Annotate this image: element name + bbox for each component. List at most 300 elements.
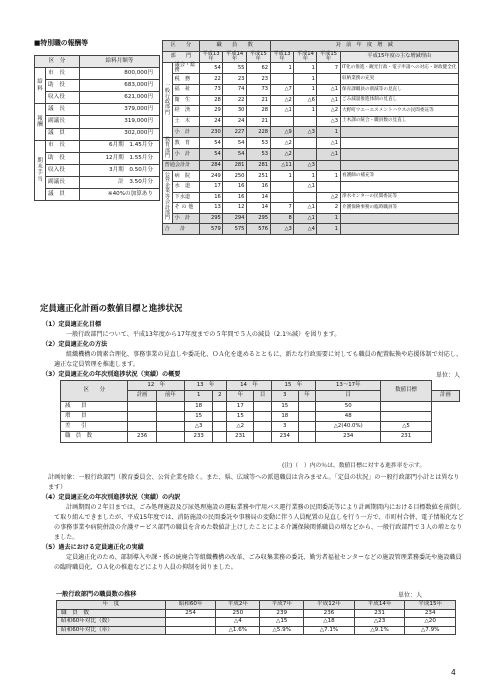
value-cell (381, 411, 431, 421)
table-row (163, 224, 459, 235)
table-row (163, 74, 459, 85)
value-cell (298, 401, 315, 411)
value-cell: △9.1% (354, 626, 405, 635)
value-cell: 28 (199, 95, 223, 106)
table-row (35, 56, 160, 68)
value-cell: 234 (405, 609, 456, 618)
value-cell: 233 (184, 432, 212, 442)
header-cell: 平成14年 (223, 51, 247, 62)
table-row (35, 152, 160, 164)
value-cell (294, 137, 317, 148)
value-cell (165, 626, 216, 635)
header-cell: 平成15年 (317, 51, 340, 62)
header-cell: 計画 (128, 391, 156, 401)
value-cell: 230 (199, 127, 223, 138)
header-cell: 15 年 (271, 381, 315, 391)
value-cell: △2 (317, 106, 340, 117)
value-cell: 251 (246, 171, 270, 182)
reason-cell (340, 149, 458, 160)
value-cell: 54 (223, 137, 247, 148)
value-cell: △1 (270, 106, 294, 117)
unit-label: 単位：人 (398, 592, 423, 599)
table-row (35, 164, 160, 176)
subsection-heading: （4）定員適正化の年次別進捗状況（実績）の内訳 (42, 494, 181, 502)
category-cell: 水 道 (173, 181, 200, 192)
value-cell: 54 (199, 149, 223, 160)
subsection-heading: （2）定員適正化の方法 (42, 341, 108, 349)
value-cell: 1 (270, 63, 294, 74)
value-cell: △1 (317, 137, 340, 148)
reason-cell: 収納業務の充実 (340, 74, 458, 85)
value-cell: 16 (223, 181, 247, 192)
header-cell: 平成15年 (246, 51, 270, 62)
value-cell (165, 618, 216, 627)
value-cell: 1 (294, 63, 317, 74)
category-cell: 合 計 (163, 224, 200, 235)
value-cell: 48 (316, 411, 381, 421)
value-cell: 231 (354, 609, 405, 618)
role-cell: 市 長 (46, 68, 80, 80)
value-cell: 1 (270, 171, 294, 182)
value-cell: △1 (294, 181, 317, 192)
value-cell: 24 (223, 116, 247, 127)
amount-cell: 12月期 1.55月分 (80, 152, 160, 164)
value-cell: △2 (317, 192, 340, 203)
reason-cell: 看護師の補充等 (340, 171, 458, 182)
table-row (163, 41, 459, 52)
category-cell: 下水道 (173, 192, 200, 203)
value-cell (128, 422, 156, 432)
value-cell: 234 (316, 432, 381, 442)
group-label: 給料 (35, 68, 46, 104)
value-cell: 7 (317, 63, 340, 74)
header-cell: 区 分 (35, 56, 80, 68)
header-cell: 13 年 (184, 381, 226, 391)
value-cell: △15 (260, 618, 304, 627)
value-cell: 23 (246, 74, 270, 85)
value-cell: △1 (294, 213, 317, 224)
value-cell (270, 74, 294, 85)
category-cell: 福 祉 (173, 85, 200, 96)
row-label: 職 員 数 (57, 609, 166, 618)
header-cell: 職 員 数 (199, 41, 270, 52)
group-label: 教育部門 (163, 137, 173, 160)
value-cell: 18 (271, 411, 298, 421)
amount-cell: 計 3.50月分 (80, 176, 160, 188)
amount-cell: 621,000円 (80, 92, 160, 104)
table-row (163, 85, 459, 96)
header-cell: 12 年 (128, 381, 184, 391)
table-row (163, 106, 459, 117)
table-row (61, 422, 460, 432)
header-cell: 平成13年 (270, 51, 294, 62)
value-cell: △2 (270, 137, 294, 148)
table-row (163, 116, 459, 127)
value-cell: 227 (223, 127, 247, 138)
group-label: 一般行政部門 (163, 63, 173, 138)
value-cell: 17 (199, 181, 223, 192)
paragraph: 計画期間の２年目までは、ごみ処理施設及び尿処理施設の運転業務や庁用バス運行業務の民間委託等により計画期間内における目標数値を前倒して取り組んできましたが、平成15年度では、消防施設の民間委託や事務局の変動に伴う人員配置の見直しを行う一方で、市町村合併、電子情報化などの事務事業や病院併設の介護サービス部門の職員を含めた数値計上けしたことによる介護保険関係職員の増などから、一般行政部門で３人の増となりました。 (54, 504, 464, 542)
role-cell: 収入役 (46, 164, 80, 176)
header-cell: 2 (213, 391, 227, 401)
value-cell: 15 (184, 411, 212, 421)
header-cell: 前年 (156, 391, 184, 401)
value-cell: 295 (246, 213, 270, 224)
value-cell: 250 (223, 171, 247, 182)
value-cell: 54 (199, 63, 223, 74)
amount-cell: 379,000円 (80, 104, 160, 116)
plan-progress-table (60, 380, 460, 443)
reason-cell: 介護保険事務の臨時職員等 (340, 203, 458, 214)
value-cell (254, 432, 271, 442)
table-row (163, 192, 459, 203)
table-row (163, 51, 459, 62)
header-cell: 平成14年 (294, 51, 317, 62)
table-row (35, 80, 160, 92)
table-row (35, 140, 160, 152)
value-cell: 294 (223, 213, 247, 224)
value-cell: 281 (246, 160, 270, 171)
value-cell (156, 432, 184, 442)
value-cell (298, 422, 315, 432)
table-row (163, 171, 459, 182)
reason-cell (340, 213, 458, 224)
table-row (163, 203, 459, 214)
value-cell: 73 (246, 85, 270, 96)
value-cell: 53 (246, 137, 270, 148)
table-row (35, 92, 160, 104)
value-cell (317, 160, 340, 171)
table-row (163, 181, 459, 192)
value-cell: 21 (246, 116, 270, 127)
value-cell (213, 422, 227, 432)
table-row (163, 137, 459, 148)
value-cell: △2 (270, 149, 294, 160)
table-row (61, 411, 460, 421)
value-cell: △1 (317, 95, 340, 106)
header-cell: 13〜17年 (316, 381, 381, 391)
section-title: 定員適正化計画の数値目標と進捗状況 (40, 303, 183, 313)
value-cell: △5.9% (260, 626, 304, 635)
paragraph: 一般行政部門について、平成13年度から17年度までの５年間で５人の減員（2.1％減）を図ります。 (66, 331, 341, 339)
remuneration-section (34, 37, 164, 201)
value-cell: △9 (270, 127, 294, 138)
value-cell: 22 (223, 95, 247, 106)
value-cell: △1 (294, 203, 317, 214)
value-cell: △3 (184, 422, 212, 432)
table-row (57, 609, 456, 618)
role-cell: 市 長 (46, 140, 80, 152)
value-cell (294, 116, 317, 127)
value-cell: △2 (227, 422, 254, 432)
value-cell: 2 (317, 203, 340, 214)
value-cell: 249 (199, 171, 223, 182)
value-cell: 250 (216, 609, 260, 618)
value-cell (213, 401, 227, 411)
subsection-heading: （3）定員適正化の年次別進捗状況（実績）の概要 (42, 371, 181, 379)
value-cell: 281 (223, 160, 247, 171)
row-label: 昭和60年対比（率） (57, 626, 166, 635)
header-cell: 区 分 (163, 41, 200, 52)
header-cell: 平成12年 (304, 601, 355, 610)
header-cell: 年 (227, 391, 254, 401)
value-cell: 1 (294, 85, 317, 96)
value-cell: 575 (223, 224, 247, 235)
reason-cell: 保育課職員の削減等の見直し (340, 85, 458, 96)
value-cell: 29 (199, 106, 223, 117)
value-cell: 228 (246, 127, 270, 138)
table-note: (注)（ ）内の％は、数値目標に対する進捗率を示す。 (282, 463, 426, 469)
amount-cell: 302,000円 (80, 128, 160, 140)
remuneration-title: ■特別職の報酬等 (34, 39, 88, 47)
value-cell: △7 (270, 85, 294, 96)
value-cell: 54 (223, 149, 247, 160)
amount-cell: ※40%の加算あり (80, 189, 160, 201)
value-cell: 1 (317, 224, 340, 235)
value-cell: △4 (216, 618, 260, 627)
section-body-2 (40, 473, 465, 573)
value-cell (317, 181, 340, 192)
staff-trend-table (56, 600, 456, 635)
value-cell: 14 (246, 192, 270, 203)
value-cell: △3 (294, 127, 317, 138)
table-row (163, 160, 459, 171)
table-row (61, 401, 460, 411)
header-cell: 目 (254, 391, 271, 401)
table-row (35, 104, 160, 116)
value-cell: △11 (270, 160, 294, 171)
table-row (163, 213, 459, 224)
category-cell: 税 務 (173, 74, 200, 85)
value-cell: 1 (294, 106, 317, 117)
category-cell: 小 計 (173, 127, 200, 138)
value-cell (128, 401, 156, 411)
trend-title: 一般行政部門の職員数の推移 (56, 591, 137, 598)
category-cell: 教 育 (173, 137, 200, 148)
value-cell (128, 411, 156, 421)
role-cell: 副議長 (46, 176, 80, 188)
value-cell: 234 (271, 432, 298, 442)
remuneration-table (34, 55, 160, 201)
reason-cell: 大野町ウエーエスメントハウスの民間委託等 (340, 106, 458, 117)
header-cell: 区 分 (61, 381, 128, 402)
value-cell: 74 (223, 85, 247, 96)
group-label: 公営企業等会計部門 (163, 171, 173, 224)
value-cell (213, 411, 227, 421)
reason-cell: 土木課の統合・職員数の見直し (340, 116, 458, 127)
value-cell: 73 (199, 85, 223, 96)
value-cell (294, 192, 317, 203)
reason-cell (340, 127, 458, 138)
reason-cell: IT化の推進・観光行政・電子申請への対応・財政健全化 (340, 63, 458, 74)
table-row (35, 176, 160, 188)
unit-label: 単位：人 (435, 372, 460, 379)
reason-cell: ごみ減量推進体制の見直し (340, 95, 458, 106)
value-cell: 54 (199, 137, 223, 148)
value-cell: 236 (128, 432, 156, 442)
header-cell: 給料月額等 (80, 56, 160, 68)
header-cell: 平成15年 (405, 601, 456, 610)
reason-cell (340, 224, 458, 235)
value-cell: △4 (294, 224, 317, 235)
role-cell: 助 役 (46, 80, 80, 92)
reason-cell (340, 137, 458, 148)
table-row (35, 116, 160, 128)
value-cell: 231 (227, 432, 254, 442)
value-cell: 295 (199, 213, 223, 224)
value-cell: 8 (270, 213, 294, 224)
subsection-heading: （1）定員適正化目標 (42, 321, 102, 328)
value-cell: 30 (223, 106, 247, 117)
value-cell (254, 411, 271, 421)
reason-cell (340, 181, 458, 192)
value-cell: 231 (381, 432, 431, 442)
value-cell (156, 422, 184, 432)
value-cell: 21 (246, 95, 270, 106)
value-cell: △3 (294, 160, 317, 171)
amount-cell: 3月期 0.50月分 (80, 164, 160, 176)
paragraph: 定員適正化のため、部制導入や課・係の統廃合等組織機構の改革、ごみ収集業務の委託、勤労者福祉センターなどの施設管理業務委託や施設職員の臨時職員化、ＯＡ化の推進などにより人員の抑制を図りました。 (54, 554, 462, 572)
table-row (163, 149, 459, 160)
table-row (57, 601, 456, 610)
reason-cell (340, 160, 458, 171)
value-cell: 254 (165, 609, 216, 618)
value-cell (156, 401, 184, 411)
value-cell (317, 74, 340, 85)
row-label: 職 員 数 (61, 432, 128, 442)
value-cell: 579 (199, 224, 223, 235)
value-cell: △1 (317, 85, 340, 96)
value-cell: 16 (223, 192, 247, 203)
value-cell: △23 (354, 618, 405, 627)
header-cell: 年 度 (57, 601, 166, 610)
header-cell: 部 門 (163, 51, 200, 62)
value-cell: 239 (260, 609, 304, 618)
value-cell: 14 (246, 203, 270, 214)
role-cell: 議 員 (46, 128, 80, 140)
value-cell: △2 (270, 95, 294, 106)
value-cell: 3 (271, 422, 298, 432)
value-cell: 7 (270, 203, 294, 214)
table-row (163, 127, 459, 138)
table-row (35, 189, 160, 201)
table-row (61, 432, 460, 442)
table-row (61, 381, 460, 391)
value-cell: 62 (246, 63, 270, 74)
paragraph: 組織機構の簡素合理化、事務事業の見直しや委託化、ＯＡ化を進めるとともに、新たな行政需要に対しても職員の配置転換や応援体制で対応し、適正な定員管理を推進します。 (54, 351, 463, 369)
value-cell (270, 181, 294, 192)
amount-cell: 6月期 1.45月分 (80, 140, 160, 152)
value-cell: △6 (294, 95, 317, 106)
header-cell: 平成14年 (354, 601, 405, 610)
group-label: 報酬 (35, 104, 46, 140)
value-cell: 284 (199, 160, 223, 171)
role-cell: 議 員 (46, 189, 80, 201)
value-cell: △3 (317, 116, 340, 127)
value-cell: △18 (304, 618, 355, 627)
value-cell (298, 432, 315, 442)
header-cell: 目 (316, 391, 381, 401)
value-cell: △5 (381, 422, 431, 432)
value-cell: 17 (227, 401, 254, 411)
value-cell: 55 (223, 63, 247, 74)
value-cell (270, 116, 294, 127)
category-cell: 土 木 (173, 116, 200, 127)
value-cell: △2(40.0%) (316, 422, 381, 432)
header-cell: 昭和60年 (165, 601, 216, 610)
value-cell: 15 (227, 411, 254, 421)
subsection-heading: （5）過去における定員適正化の実績 (42, 544, 144, 552)
category-cell: 議会・総務 (173, 63, 200, 74)
value-cell: 1 (294, 74, 317, 85)
amount-cell: 800,000円 (80, 68, 160, 80)
value-cell: △20 (405, 618, 456, 627)
value-cell (254, 422, 271, 432)
value-cell: △7.9% (405, 626, 456, 635)
header-cell: 対 前 年 度 増 減 (270, 41, 458, 52)
category-cell: 小 計 (173, 213, 200, 224)
value-cell (270, 192, 294, 203)
role-cell: 助 役 (46, 152, 80, 164)
value-cell: 1 (317, 213, 340, 224)
header-cell: 平成15年度の主な増減理由 (340, 51, 458, 62)
value-cell: △7.1% (304, 626, 355, 635)
role-cell: 議 長 (46, 104, 80, 116)
group-label: 期末手当 (35, 140, 46, 200)
section-body (40, 320, 465, 380)
header-cell: 1 (184, 391, 212, 401)
header-cell: 平成13年 (199, 51, 223, 62)
value-cell: △1 (317, 149, 340, 160)
value-cell: 576 (246, 224, 270, 235)
row-label: 減 員 (61, 401, 128, 411)
value-cell: 16 (199, 192, 223, 203)
header-cell: 数値目標 (381, 381, 431, 402)
role-cell: 収入役 (46, 92, 80, 104)
value-cell: 16 (246, 181, 270, 192)
paragraph: 計画対象：一般行政部門（教育委員会、公営企業を除く。また、県、広域等への派遣職員は含みません。「定員の状況」の一般行政部門小計とは異なります） (48, 474, 460, 492)
table-row (163, 95, 459, 106)
role-cell: 副議長 (46, 116, 80, 128)
category-cell: 衛 生 (173, 95, 200, 106)
value-cell: 12 (223, 203, 247, 214)
value-cell: 23 (223, 74, 247, 85)
table-row (35, 68, 160, 80)
header-cell: 平成7年 (260, 601, 304, 610)
value-cell: 22 (199, 74, 223, 85)
value-cell: 1 (317, 171, 340, 182)
header-cell: 14 年 (227, 381, 271, 391)
staff-count-table (162, 40, 459, 235)
value-cell (381, 401, 431, 411)
value-cell: 1 (317, 127, 340, 138)
reason-cell: 浄水センターの民間委託等 (340, 192, 458, 203)
header-cell: 計画 (431, 391, 459, 401)
amount-cell: 319,000円 (80, 116, 160, 128)
row-label: 昭和60年対比（数） (57, 618, 166, 627)
value-cell: △1.6% (216, 626, 260, 635)
header-cell: 年 (298, 391, 315, 401)
value-cell: 13 (199, 203, 223, 214)
value-cell: 24 (199, 116, 223, 127)
value-cell: 18 (184, 401, 212, 411)
value-cell: 15 (271, 401, 298, 411)
table-row (163, 63, 459, 74)
category-cell: 小 計 (173, 149, 200, 160)
category-cell: そ の 他 (173, 203, 200, 214)
category-cell: 病 院 (173, 171, 200, 182)
value-cell: △3 (270, 224, 294, 235)
